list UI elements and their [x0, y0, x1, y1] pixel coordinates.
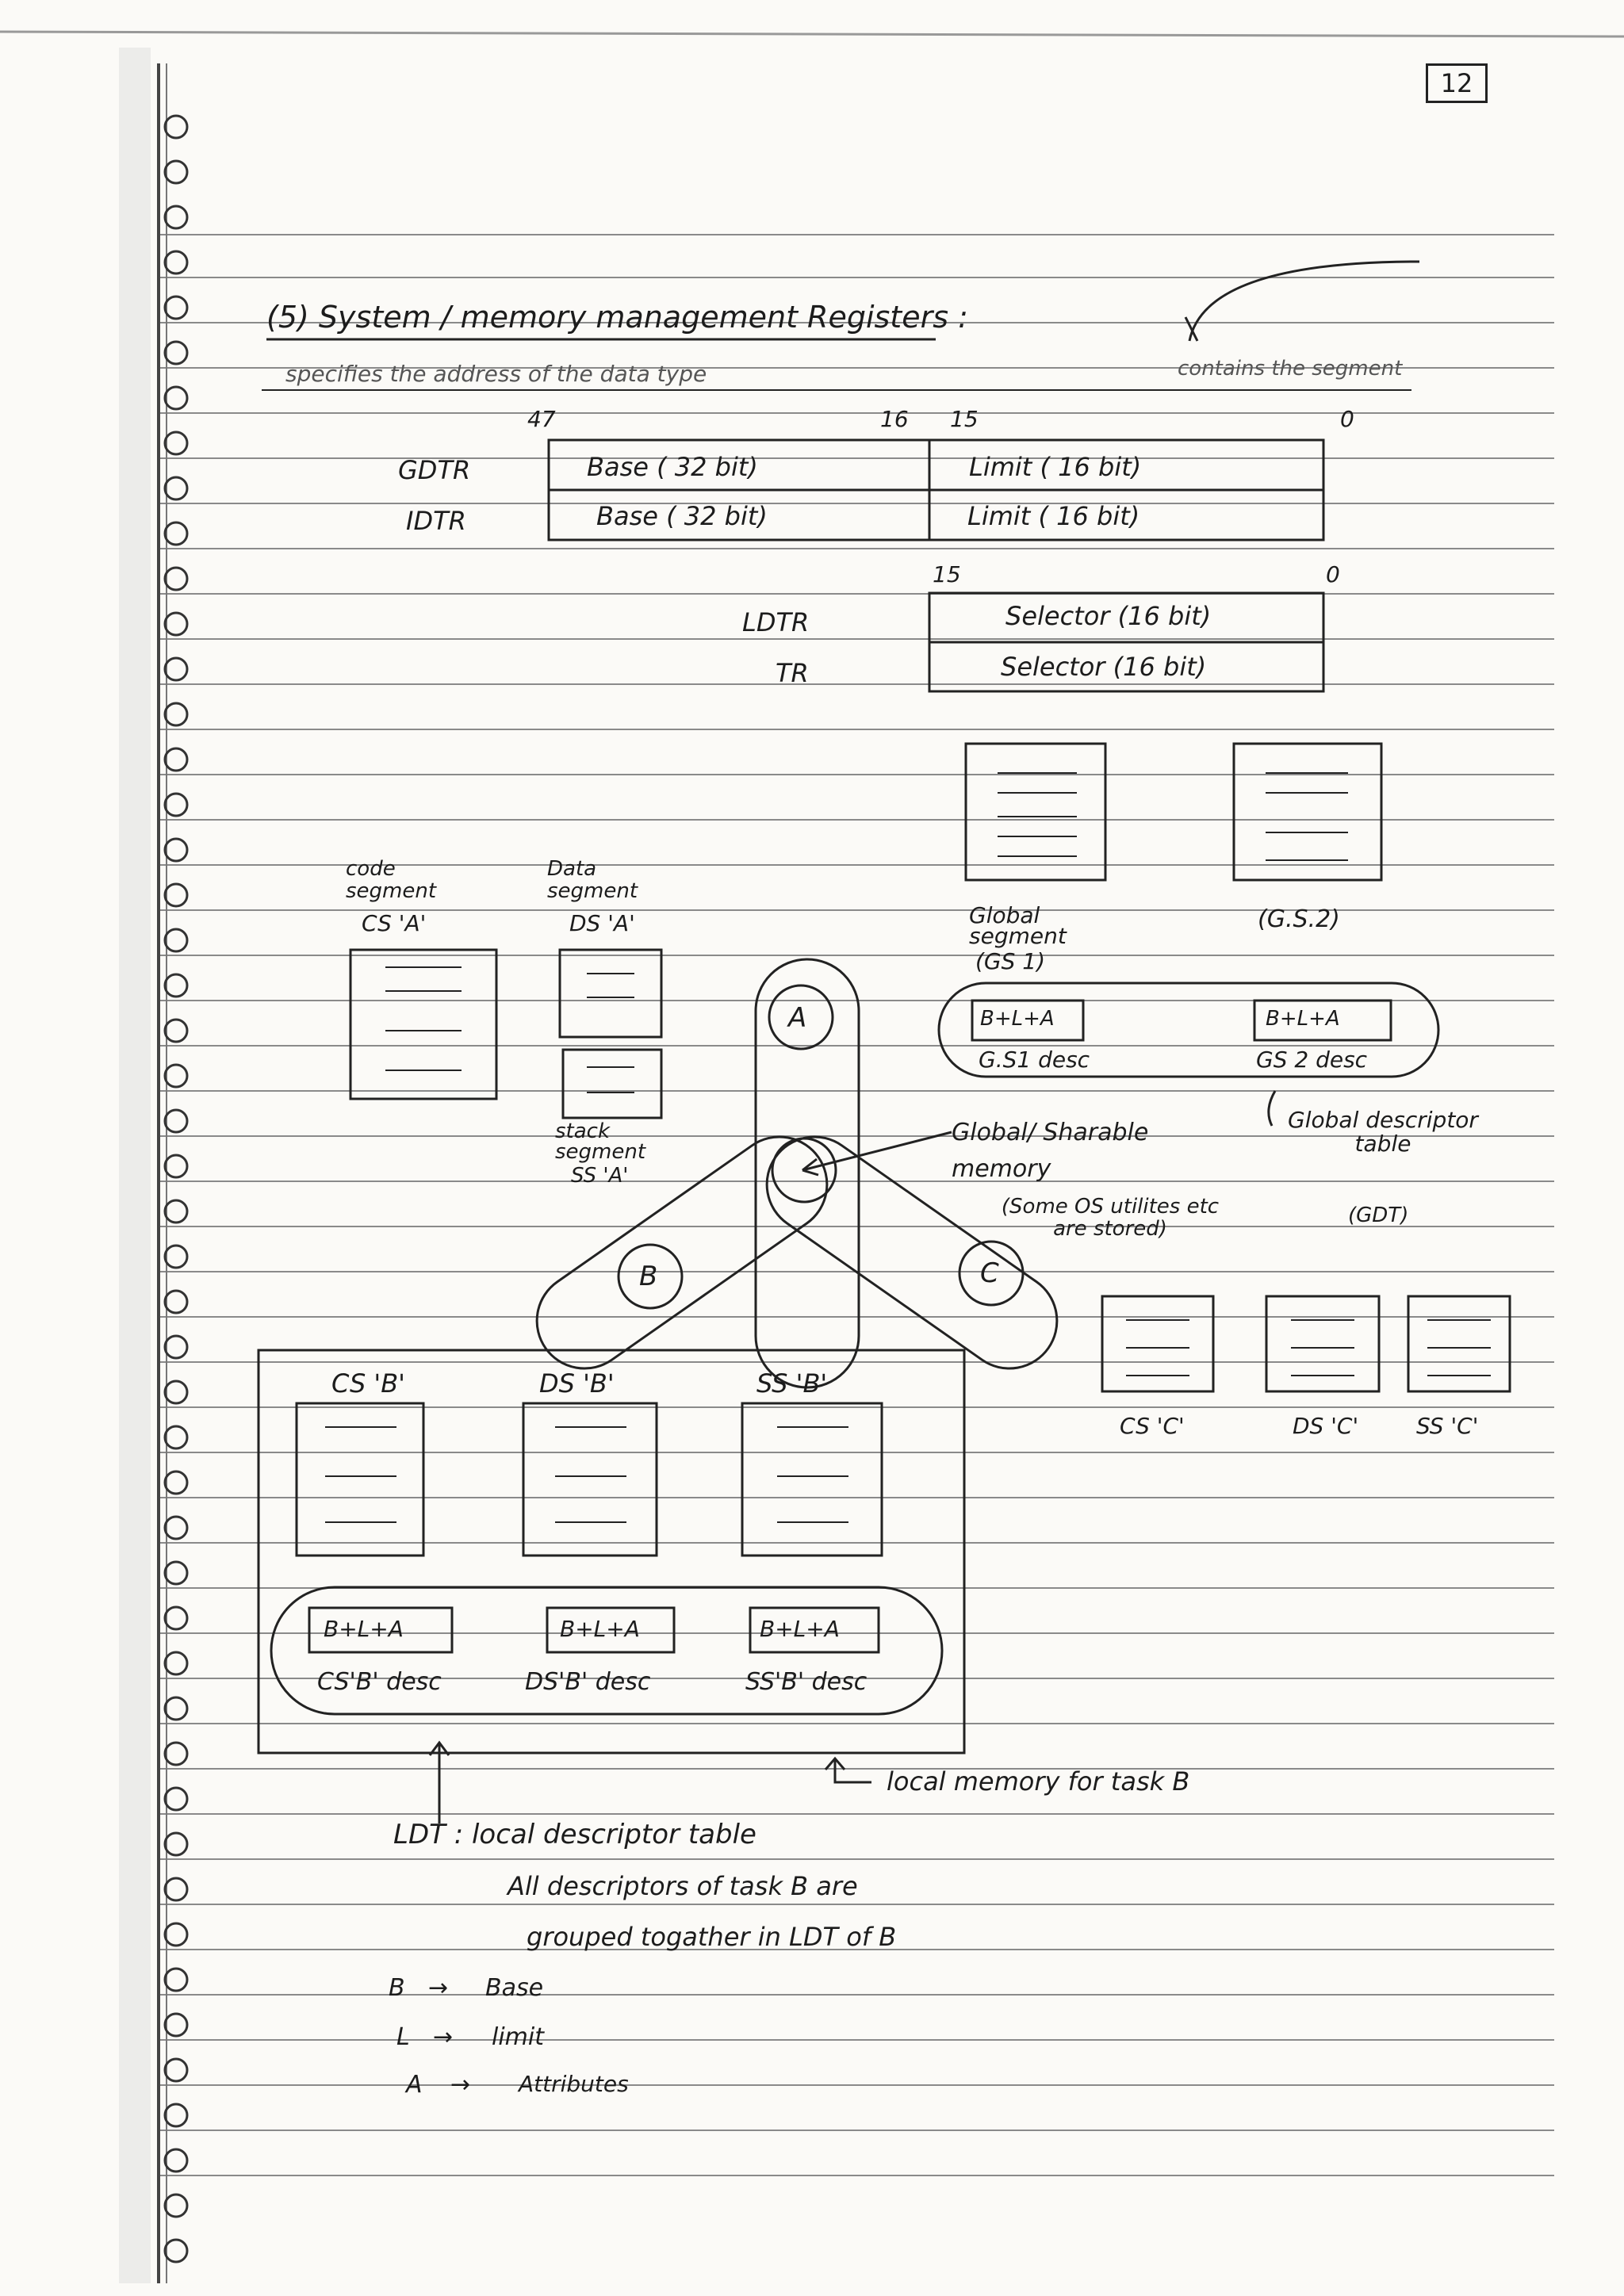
cs-b-desc-label: CS'B' desc [317, 1668, 442, 1696]
bit-label-15-lower: 15 [933, 561, 961, 587]
bit-label-47: 47 [527, 406, 556, 432]
note-line-2: grouped togather in LDT of B [527, 1922, 897, 1952]
code-segment-label: code segment [346, 857, 437, 903]
legend-a-value: Attributes [519, 2071, 629, 2097]
legend-arrow-icon: → [450, 2071, 471, 2099]
cs-b-label: CS 'B' [331, 1368, 405, 1399]
ldtr-selector: Selector (16 bit) [1005, 601, 1212, 631]
local-memory-label: local memory for task B [887, 1766, 1190, 1797]
bit-label-15: 15 [950, 406, 979, 432]
legend-arrow-icon: → [433, 2023, 454, 2051]
ds-b-desc-label: DS'B' desc [525, 1668, 651, 1696]
ds-b-desc-box-text: B+L+A [560, 1616, 640, 1642]
task-b-circle-label: B [639, 1261, 658, 1292]
ss-a-label: SS 'A' [571, 1164, 629, 1188]
section-heading: (5) System / memory management Registers : [266, 300, 968, 335]
gdtr-base: Base ( 32 bit) [587, 452, 758, 482]
legend-b-key: B [389, 1974, 405, 2002]
ds-b-label: DS 'B' [539, 1368, 615, 1399]
gdtr-limit: Limit ( 16 bit) [969, 452, 1142, 482]
ds-c-label: DS 'C' [1293, 1413, 1359, 1439]
ldtr-label: LDTR [742, 607, 810, 637]
ss-c-label: SS 'C' [1416, 1413, 1479, 1439]
ss-b-desc-label: SS'B' desc [745, 1668, 868, 1696]
data-segment-label: Data segment [547, 857, 638, 903]
ss-b-desc-box-text: B+L+A [760, 1616, 840, 1642]
cs-b-desc-box-text: B+L+A [324, 1616, 404, 1642]
ldt-definition: LDT : local descriptor table [393, 1819, 756, 1850]
scribble-text-left: specifies the address of the data type [285, 361, 707, 387]
page-number: 12 [1440, 68, 1473, 98]
idtr-base: Base ( 32 bit) [596, 501, 768, 531]
gs1-desc-label: G.S1 desc [979, 1047, 1090, 1073]
bit-label-0: 0 [1340, 406, 1354, 432]
legend-arrow-icon: → [428, 1974, 449, 2002]
shared-memory-label: Global/ Sharable memory [952, 1119, 1149, 1183]
gs1-name: (GS 1) [975, 948, 1046, 974]
note-line-1: All descriptors of task B are [508, 1871, 858, 1901]
gdt-abbrev: (GDT) [1348, 1203, 1409, 1227]
ds-a-label: DS 'A' [569, 910, 635, 936]
gs2-desc-label: GS 2 desc [1256, 1047, 1368, 1073]
ss-b-label: SS 'B' [756, 1368, 828, 1399]
gdt-label: Global descriptor table [1288, 1107, 1478, 1157]
tr-label: TR [776, 658, 809, 688]
legend-l-value: limit [492, 2023, 544, 2051]
legend-l-key: L [396, 2023, 410, 2051]
gdtr-label: GDTR [398, 455, 471, 485]
task-c-circle-label: C [980, 1257, 999, 1289]
tr-selector: Selector (16 bit) [1001, 652, 1207, 682]
gs2-desc-box-text: B+L+A [1266, 1007, 1340, 1031]
idtr-label: IDTR [406, 506, 466, 536]
task-a-circle-label: A [788, 1002, 807, 1034]
gs1-desc-box-text: B+L+A [980, 1007, 1055, 1031]
scribble-text-right: contains the segment [1178, 357, 1403, 381]
cs-c-label: CS 'C' [1120, 1413, 1185, 1439]
shared-memory-note: (Some OS utilites etc are stored) [1001, 1195, 1220, 1241]
cs-a-label: CS 'A' [362, 910, 427, 936]
stack-segment-label: stack segment [555, 1119, 646, 1164]
gs2-name: (G.S.2) [1258, 905, 1340, 933]
legend-b-value: Base [485, 1974, 544, 2002]
idtr-limit: Limit ( 16 bit) [967, 501, 1140, 531]
legend-a-key: A [406, 2071, 423, 2099]
bit-label-16: 16 [880, 406, 909, 432]
global-segment-label: Global segment [969, 902, 1067, 949]
bit-label-0-lower: 0 [1326, 561, 1340, 587]
